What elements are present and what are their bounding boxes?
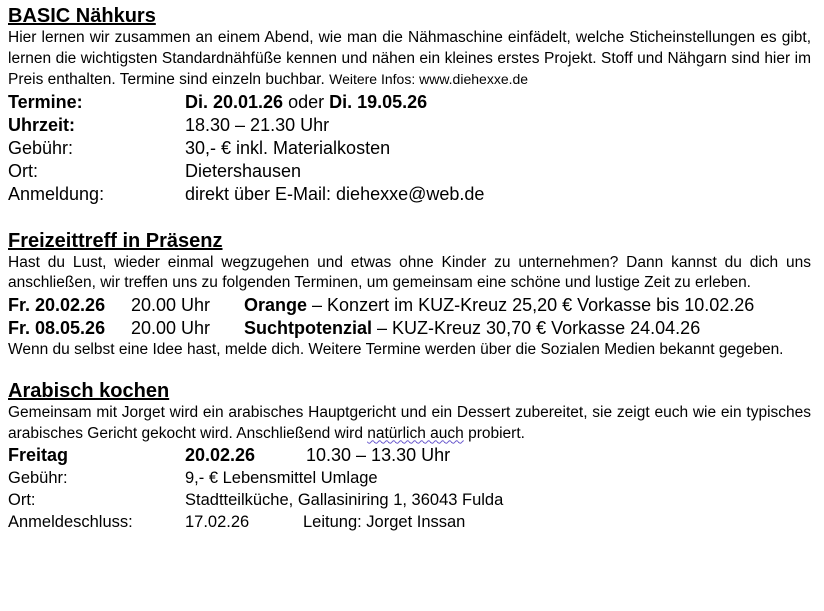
kochen-date-row [8, 444, 811, 467]
kochen-schluss-value: 17.02.26 [185, 513, 250, 531]
event-date: Fr. 08.05.26 [8, 317, 106, 338]
termine-label: Termine: [8, 91, 83, 112]
freizeittreff-description: Hast du Lust, wieder einmal wegzugehen und etwas ohne Kinder zu unternehmen? Dann kannst du dich uns anschließen, wir treffen uns zu folgenden Terminen, um gemeinsam eine schöne und lustige Zeit zu erleben. [8, 253, 811, 291]
anmeldung-row [8, 183, 811, 206]
naehkurs-info-link: Weitere Infos: www.diehexxe.de [329, 71, 529, 87]
ort-label: Ort: [8, 160, 38, 181]
kochen-leitung: Leitung: Jorget Inssan [303, 513, 466, 531]
uhrzeit-value: 18.30 – 21.30 Uhr [185, 114, 330, 135]
kochen-schluss-row [8, 511, 811, 533]
termine-date-2: Di. 19.05.26 [329, 91, 428, 112]
arabisch-kochen-description [8, 403, 811, 444]
event-name: Orange [244, 294, 308, 315]
section-title-arabisch-kochen: Arabisch kochen [8, 380, 170, 402]
kochen-time: 10.30 – 13.30 Uhr [306, 445, 451, 465]
kochen-text-b: probiert. [463, 424, 525, 442]
kochen-date: 20.02.26 [185, 445, 256, 465]
kochen-schluss-label: Anmeldeschluss: [8, 513, 133, 531]
kochen-text-a: Gemeinsam mit Jorget wird ein arabisches Hauptgericht und ein Dessert zubereitet, sie zeigt euch wie ein typisches arabisches Gericht gekocht wird. Anschließend wird [8, 404, 811, 442]
document-page [8, 4, 811, 533]
event-row [8, 294, 811, 317]
termine-row [8, 91, 811, 114]
event-time: 20.00 Uhr [131, 317, 211, 338]
kochen-ort-value: Stadtteilküche, Gallasiniring 1, 36043 Fulda [185, 491, 504, 509]
section-title-naehkurs: BASIC Nähkurs [8, 5, 156, 27]
event-time: 20.00 Uhr [131, 294, 211, 315]
event-details [244, 294, 754, 317]
ort-value: Dietershausen [185, 160, 302, 181]
kochen-text-spellcheck: natürlich auch [367, 424, 464, 442]
ort-row [8, 160, 811, 183]
naehkurs-text: Hier lernen wir zusammen an einem Abend, wie man die Nähmaschine einfädelt, welche Sticheinstellungen es gibt, lernen die wichtigsten Standardnähfüße kennen und nähen ein kleines erstes Projekt. Stoff und Nähgarn sind hier im Preis enthalten. Termine sind einzeln buchbar. [8, 29, 811, 88]
event-info: – KUZ-Kreuz 30,70 € Vorkasse 24.04.26 [372, 317, 701, 338]
gebuehr-label: Gebühr: [8, 137, 74, 158]
gebuehr-value: 30,- € inkl. Materialkosten [185, 137, 391, 158]
kochen-gebuehr-label: Gebühr: [8, 469, 68, 487]
gebuehr-row [8, 137, 811, 160]
event-info: – Konzert im KUZ-Kreuz 25,20 € Vorkasse bis 10.02.26 [307, 294, 755, 315]
event-name: Suchtpotenzial [244, 317, 373, 338]
freizeittreff-note: Wenn du selbst eine Idee hast, melde dich. Weitere Termine werden über die Sozialen Medien bekannt gegeben. [8, 340, 784, 358]
event-date: Fr. 20.02.26 [8, 294, 106, 315]
anmeldung-value: direkt über E-Mail: diehexxe@web.de [185, 183, 485, 204]
kochen-gebuehr-row [8, 467, 811, 489]
kochen-day-label: Freitag [8, 445, 69, 465]
kochen-gebuehr-value: 9,- € Lebensmittel Umlage [185, 469, 378, 487]
naehkurs-description [8, 28, 811, 91]
uhrzeit-row [8, 114, 811, 137]
anmeldung-label: Anmeldung: [8, 183, 105, 204]
uhrzeit-label: Uhrzeit: [8, 114, 75, 135]
termine-or: oder [283, 91, 330, 112]
termine-value [185, 91, 427, 114]
termine-date-1: Di. 20.01.26 [185, 91, 284, 112]
kochen-ort-label: Ort: [8, 491, 36, 509]
kochen-ort-row [8, 489, 811, 511]
section-title-freizeittreff: Freizeittreff in Präsenz [8, 229, 223, 252]
event-details [244, 317, 700, 340]
event-row [8, 317, 811, 340]
